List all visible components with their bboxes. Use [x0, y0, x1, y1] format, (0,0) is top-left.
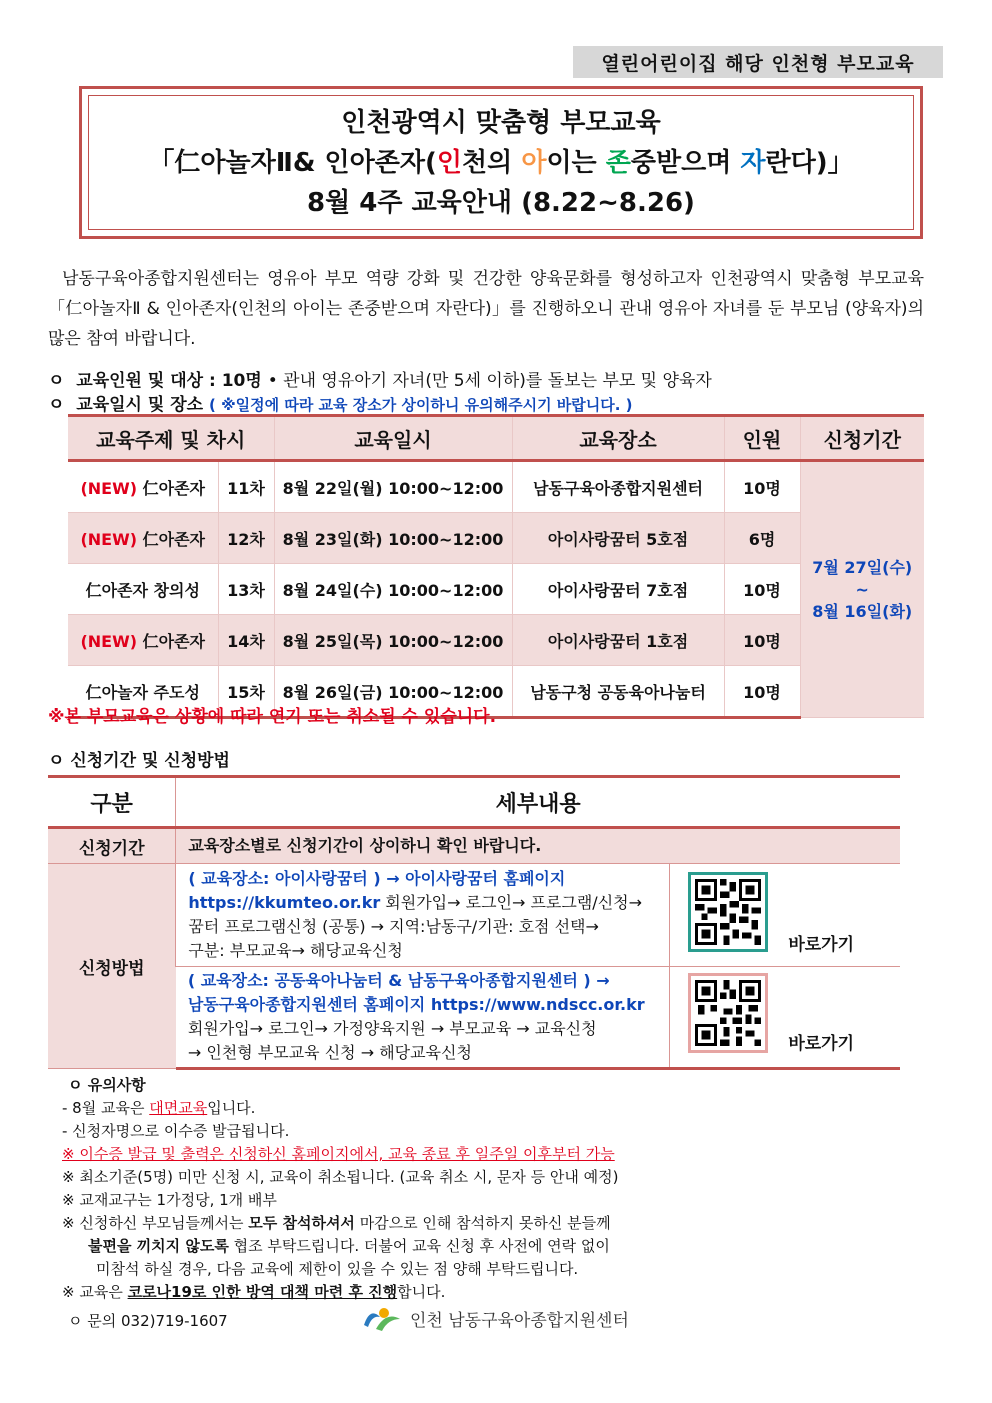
- table-row: 仁아존자 창의성 13차 8월 24일(수) 10:00~12:00 아이사랑꿈터 7호점 10명: [68, 564, 924, 615]
- cancel-notice: ※본 부모교육은 상황에 따라 연기 또는 취소될 수 있습니다.: [48, 707, 497, 727]
- notes-section: [62, 1074, 782, 1304]
- apply-period-cell: 7월 27일(수) ~ 8월 16일(화): [800, 461, 924, 718]
- center-logo-text: 인천 남동구육아종합지원센터: [410, 1310, 629, 1331]
- note-8: 미참석 하실 경우, 다음 교육에 제한이 있을 수 있는 점 양해 부탁드립니다.: [96, 1260, 579, 1278]
- schedule-table: [68, 414, 924, 719]
- title-line2: 「仁아놀자Ⅱ& 인아존자(인천의 아이는 존중받으며 자란다)」: [148, 147, 854, 178]
- note-5: ※ 교재교구는 1가정당, 1개 배부: [62, 1191, 277, 1209]
- intro-paragraph: 남동구육아종합지원센터는 영유아 부모 역량 강화 및 건강한 양육문화를 형성하고자 인천광역시 맞춤형 부모교육 「仁아놀자Ⅱ & 인아존자(인천의 아이는 존중받으며 자란다)」를 진행하오니 관내 영유아 자녀를 둔 부모님 (양육자)의 많은 참여 바랍니다.: [48, 269, 924, 349]
- note-4: ※ 최소기준(5명) 미만 신청 시, 교육이 취소됩니다. (교육 취소 시, 문자 등 안내 예정): [62, 1168, 619, 1186]
- qr-code-icon: [695, 879, 761, 945]
- notes-title: ㅇ 유의사항: [68, 1076, 146, 1094]
- apply-method-row-2: ( 교육장소: 공동육아나눔터 & 남동구육아종합지원센터 ) → 남동구육아종합지원센터 홈페이지 https://www.ndscc.or.kr 회원가입→ 로그인→ 가정양육지원 → 부모교육 → 교육신청 → 인천형 부모교육 신청 → 해당교육신청 바로가기: [48, 967, 900, 1069]
- note-3: ※ 이수증 발급 및 출력은 신청하신 홈페이지에서, 교육 종료 후 일주일 이후부터 가능: [62, 1145, 615, 1163]
- contact-info: ㅇ 문의 032)719-1607: [68, 1312, 228, 1330]
- schedule-header-row: 교육주제 및 차시 교육일시 교육장소 인원 신청기간: [68, 416, 924, 461]
- bullet-schedule: ㅇ 교육일시 및 장소 ( ※일정에 따라 교육 장소가 상이하니 유의해주시기 바랍니다. ): [48, 395, 633, 415]
- qr-code-ndscc[interactable]: [688, 973, 768, 1053]
- note-7: 불편을 끼치지 않도록 협조 부탁드립니다. 더불어 교육 신청 후 사전에 연락 없이: [88, 1237, 610, 1255]
- header-badge: 열린어린이집 해당 인천형 부모교육: [573, 46, 943, 78]
- qr-link-label-2[interactable]: 바로가기: [788, 1034, 855, 1054]
- apply-method-row-1: 신청방법 ( 교육장소: 아이사랑꿈터 ) → 아이사랑꿈터 홈페이지 https://kkumteo.or.kr 회원가입→ 로그인→ 프로그램/신청→ 꿈터 프로그램신청 (공통) → 지역:남동구/기관: 호점 선택→ 구분: 부모교육→ 해당교육신청 바로가기: [48, 864, 900, 967]
- qr-code-icon: [695, 980, 761, 1046]
- bullet-participants: ㅇ 교육인원 및 대상 : 10명 • 관내 영유아기 자녀(만 5세 이하)를 돌보는 부모 및 양육자: [48, 371, 712, 391]
- note-6: ※ 신청하신 부모님들께서는 모두 참석하셔서 마감으로 인해 참석하지 못하신 분들께: [62, 1214, 611, 1232]
- qr-link-label-1[interactable]: 바로가기: [788, 935, 855, 955]
- title-line1: 인천광역시 맞춤형 부모교육: [341, 107, 661, 138]
- table-row: (NEW) 仁아존자 12차 8월 23일(화) 10:00~12:00 아이사랑꿈터 5호점 6명: [68, 513, 924, 564]
- apply-period-row: 신청기간 교육장소별로 신청기간이 상이하니 확인 바랍니다.: [48, 828, 900, 864]
- center-logo: [360, 1303, 629, 1333]
- apply-section-title: ㅇ 신청기간 및 신청방법: [48, 751, 230, 771]
- apply-table: [48, 775, 900, 1070]
- qr-code-kkumteo[interactable]: [688, 872, 768, 952]
- center-logo-icon: [360, 1303, 404, 1333]
- note-2: - 신청자명으로 이수증 발급됩니다.: [62, 1122, 290, 1140]
- title-line3: 8월 4주 교육안내 (8.22~8.26): [307, 187, 695, 218]
- note-1: - 8월 교육은 대면교육입니다.: [62, 1099, 256, 1117]
- table-row: (NEW) 仁아존자 11차 8월 22일(월) 10:00~12:00 남동구육아종합지원센터 10명 7월 27일(수) ~ 8월 16일(화): [68, 461, 924, 513]
- table-row: 仁아놀자 주도성 15차 8월 26일(금) 10:00~12:00 남동구청 공동육아나눔터 10명: [68, 666, 924, 718]
- apply-header-row: 구분 세부내용: [48, 777, 900, 828]
- table-row: (NEW) 仁아존자 14차 8월 25일(목) 10:00~12:00 아이사랑꿈터 1호점 10명: [68, 615, 924, 666]
- note-9: ※ 교육은 코로나19로 인한 방역 대책 마련 후 진행합니다.: [62, 1283, 446, 1301]
- title-box: [79, 86, 923, 239]
